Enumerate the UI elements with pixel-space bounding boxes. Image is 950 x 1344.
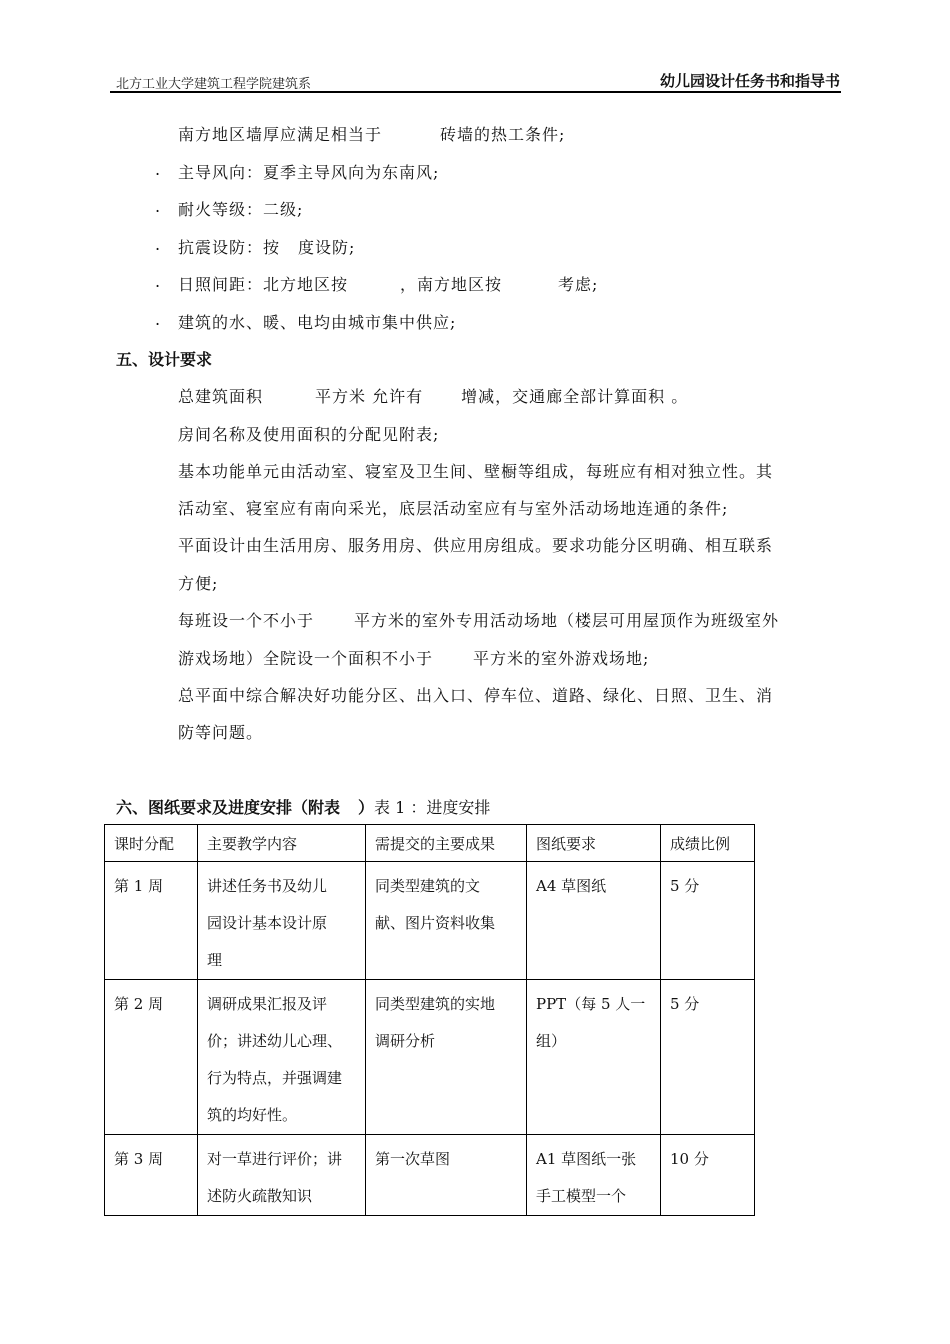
sunlight-text-a: 日照间距：北方地区按: [178, 275, 349, 294]
cell-line: 行为特点，并强调建: [207, 1069, 343, 1087]
site-line-2: 防等问题。: [178, 723, 264, 742]
plan-line-2: 方便;: [178, 574, 219, 593]
cell-line: PPT（每 5 人一: [536, 995, 646, 1013]
wall-thickness-line: [178, 122, 565, 145]
wind-line: 主导风向：夏季主导风向为东南风;: [178, 163, 440, 182]
header-rule: [110, 91, 841, 93]
header-cell: 主要教学内容: [198, 825, 366, 862]
sunlight-line: [178, 272, 598, 295]
week-cell: 第 1 周: [105, 862, 198, 980]
area-text-b: 平方米 允许有: [315, 387, 424, 406]
section6-title-b: ）: [358, 798, 375, 817]
cell-line: 调研分析: [375, 1032, 436, 1050]
unit-line-2: 活动室、寝室应有南向采光，底层活动室应有与室外活动场地连通的条件;: [178, 499, 729, 518]
seismic-text-b: 度设防;: [298, 238, 356, 257]
header-document-title: 幼儿园设计任务书和指导书: [659, 72, 840, 90]
list-bullet: .: [155, 235, 161, 254]
area-text-a: 总建筑面积: [178, 387, 264, 406]
header-cell: 图纸要求: [527, 825, 661, 862]
list-bullet: .: [155, 272, 161, 291]
table-caption: 表 1 ：进度安排: [374, 798, 491, 817]
schedule-table: [104, 824, 755, 1216]
section6-title-a: 六、图纸要求及进度安排（附表: [116, 798, 341, 817]
score-cell: 5 分: [661, 980, 755, 1135]
cell-line: 筑的均好性。: [207, 1106, 298, 1124]
score-cell: 5 分: [661, 862, 755, 980]
yard-line-1: [178, 608, 779, 631]
header-cell: 需提交的主要成果: [366, 825, 527, 862]
list-bullet: .: [155, 160, 161, 179]
header-cell: 课时分配: [105, 825, 198, 862]
week-cell: 第 2 周: [105, 980, 198, 1135]
cell-line: 组）: [536, 1032, 567, 1050]
yard-text-1b: 平方米的室外专用活动场地（楼层可用屋顶作为班级室外: [354, 611, 780, 630]
sunlight-text-c: 考虑;: [558, 275, 599, 294]
sunlight-text-b: ，南方地区按: [400, 275, 503, 294]
list-bullet: .: [155, 197, 161, 216]
unit-line-1: 基本功能单元由活动室、寝室及卫生间、壁橱等组成，每班应有相对独立性。其: [178, 462, 774, 481]
yard-text-2a: 游戏场地）全院设一个面积不小于: [178, 649, 434, 668]
table-header-row: [105, 825, 755, 862]
cell-line: 园设计基本设计原: [207, 914, 328, 932]
drawing-cell: [527, 980, 661, 1135]
plan-line-1: 平面设计由生活用房、服务用房、供应用房组成。要求功能分区明确、相互联系: [178, 536, 774, 555]
header-cell: 成绩比例: [661, 825, 755, 862]
area-text-c: 增减，交通廊全部计算面积 。: [461, 387, 689, 406]
score-cell: 10 分: [661, 1135, 755, 1216]
header-institution: 北方工业大学建筑工程学院建筑系: [116, 77, 312, 92]
cell-line: 手工模型一个: [536, 1187, 627, 1205]
wall-text-b: 砖墙的热工条件;: [440, 125, 566, 144]
output-cell: [366, 980, 527, 1135]
section6-heading: [116, 795, 490, 818]
yard-text-1a: 每班设一个不小于: [178, 611, 315, 630]
cell-line: 同类型建筑的文: [375, 877, 481, 895]
wall-text-a: 南方地区墙厚应满足相当于: [178, 125, 383, 144]
cell-line: 理: [207, 951, 223, 969]
cell-line: 价；讲述幼儿心理、: [207, 1032, 343, 1050]
rooms-line: 房间名称及使用面积的分配见附表;: [178, 425, 440, 444]
fire-rating-line: 耐火等级：二级;: [178, 200, 304, 219]
drawing-cell: [527, 1135, 661, 1216]
cell-line: 献、图片资料收集: [375, 914, 496, 932]
cell-line: 述防火疏散知识: [207, 1187, 313, 1205]
output-cell: [366, 862, 527, 980]
list-bullet: .: [155, 310, 161, 329]
content-cell: [198, 862, 366, 980]
seismic-text-a: 抗震设防：按: [178, 238, 281, 257]
cell-line: 同类型建筑的实地: [375, 995, 496, 1013]
week-cell: 第 3 周: [105, 1135, 198, 1216]
utilities-line: 建筑的水、暖、电均由城市集中供应;: [178, 313, 457, 332]
cell-line: 讲述任务书及幼儿: [207, 877, 328, 895]
content-cell: [198, 1135, 366, 1216]
cell-line: 对一草进行评价；讲: [207, 1150, 343, 1168]
output-cell: [366, 1135, 527, 1216]
table-row: [105, 862, 755, 980]
table-row: [105, 980, 755, 1135]
content-cell: [198, 980, 366, 1135]
drawing-cell: [527, 862, 661, 980]
yard-line-2: [178, 646, 649, 669]
cell-line: 调研成果汇报及评: [207, 995, 328, 1013]
site-line-1: 总平面中综合解决好功能分区、出入口、停车位、道路、绿化、日照、卫生、消: [178, 686, 774, 705]
section5-heading: 五、设计要求: [116, 350, 213, 369]
yard-text-2b: 平方米的室外游戏场地;: [473, 649, 650, 668]
cell-line: A4 草图纸: [536, 877, 607, 895]
table-row: [105, 1135, 755, 1216]
total-area-line: [178, 384, 688, 407]
cell-line: A1 草图纸一张: [536, 1150, 637, 1168]
cell-line: 第一次草图: [375, 1150, 451, 1168]
seismic-line: [178, 235, 355, 258]
